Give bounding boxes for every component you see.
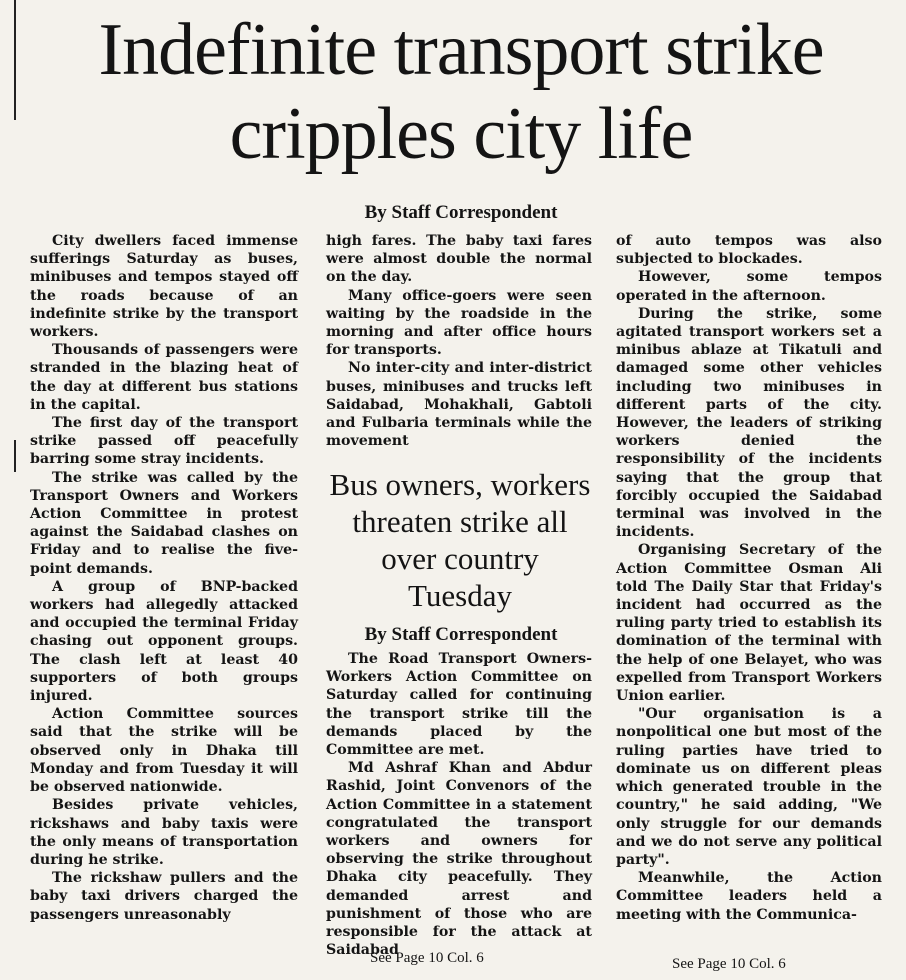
paragraph: The rickshaw pullers and the baby taxi drivers charged the passengers unreasonably [30, 870, 298, 923]
column-rule-fragment [14, 440, 16, 472]
paragraph: City dwellers faced immense sufferings Saturday as buses, minibuses and tempos stayed off the roads because of an indefinite strike by the transport workers. [30, 233, 298, 341]
headline: Indefinite transport strike cripples city life [98, 9, 824, 175]
paragraph: Thousands of passengers were stranded in the blazing heat of the day at different bus stations in the capital. [30, 342, 298, 413]
paragraph: The strike was called by the Transport Owners and Workers Action Committee in protest against the Saidabad clashes on Friday and to realise the five-point demands. [30, 469, 298, 577]
article-column-3 [616, 232, 882, 924]
paragraph: Action Committee sources said that the strike will be observed only in Dhaka till Monday and from Tuesday it will be observed nationwide. [30, 706, 298, 796]
paragraph: During the strike, some agitated transport workers set a minibus ablaze at Tikatuli and damaged some other vehicles including two minibuses in different parts of the city. However, the leaders of striking workers denied the responsibility of the incidents saying that the group that forcibly occupied the Saidabad terminal was involved in the incidents. [616, 305, 882, 541]
sub-article-column [326, 650, 592, 959]
paragraph: However, some tempos operated in the afternoon. [616, 269, 882, 304]
paragraph: The Road Transport Owners-Workers Action Committee on Saturday called for continuing the transport strike till the demands placed by the Committee are met. [326, 651, 592, 759]
byline-sub: By Staff Correspondent [364, 624, 558, 645]
byline-main: By Staff Correspondent [364, 202, 558, 223]
paragraph: A group of BNP-backed workers had allegedly attacked and occupied the terminal Friday chasing out opponent groups. The clash left at least 40 supporters of both groups injured. [30, 578, 298, 705]
paragraph: The first day of the transport strike passed off peacefully barring some stray incidents. [30, 415, 298, 468]
paragraph: high fares. The baby taxi fares were almost double the normal on the day. [326, 233, 592, 286]
paragraph: Md Ashraf Khan and Abdur Rashid, Joint Convenors of the Action Committee in a statement congratulated the transport workers and owners for observing the strike throughout Dhaka city peacefully. They demanded arrest and punishment of those who are responsible for the attack at Saidabad [326, 760, 592, 959]
jump-line: See Page 10 Col. 6 [672, 956, 786, 972]
article-column-2 [326, 232, 592, 450]
paragraph: No inter-city and inter-district buses, minibuses and trucks left Saidabad, Mohakhali, Gabtoli and Fulbaria terminals while the movement [326, 360, 592, 450]
paragraph: of auto tempos was also subjected to blockades. [616, 233, 882, 268]
column-rule [14, 0, 16, 120]
jump-line: See Page 10 Col. 6 [370, 950, 484, 966]
paragraph: "Our organisation is a nonpolitical one but most of the ruling parties have tried to dominate us on different pleas which generated trouble in the country," he said adding, "We only struggle for our demands and we do not serve any political party". [616, 706, 882, 868]
paragraph: Besides private vehicles, rickshaws and baby taxis were the only means of transportation during he strike. [30, 797, 298, 868]
paragraph: Many office-goers were seen waiting by the roadside in the morning and after office hours for transports. [326, 287, 592, 359]
paragraph: Meanwhile, the Action Committee leaders held a meeting with the Communica- [616, 870, 882, 923]
article-column-1 [30, 232, 298, 924]
paragraph: Organising Secretary of the Action Committee Osman Ali told The Daily Star that Friday's incident had occurred as the ruling party tried to establish its domination of the terminal with the help of one Belayet, who was expelled from Transport Workers Union earlier. [616, 542, 882, 705]
sub-headline: Bus owners, workers threaten strike all over country Tuesday [329, 467, 591, 613]
